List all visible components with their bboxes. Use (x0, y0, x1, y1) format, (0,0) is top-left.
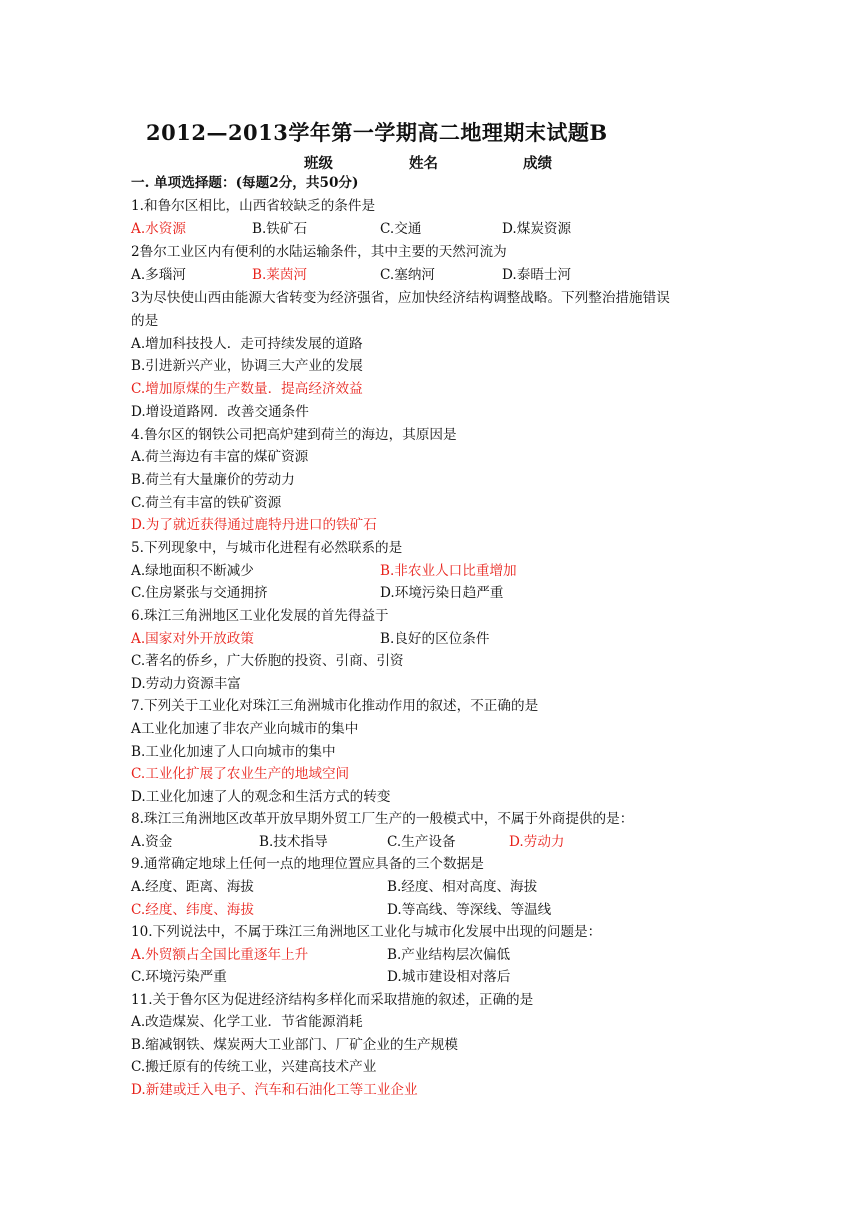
q1-option-a: A.水资源 (131, 221, 186, 237)
question-3-stem: 3为尽快使山西由能源大省转变为经济强省，应加快经济结构调整战略。下列整治措施错误 (131, 290, 670, 306)
q9-option-b: B.经度、相对高度、海拔 (387, 879, 538, 895)
q1-option-b: B.铁矿石 (252, 221, 308, 237)
q8-option-a: A.资金 (131, 834, 173, 850)
question-8-stem: 8.珠江三角洲地区改革开放早期外贸工厂生产的一般模式中，不属于外商提供的是： (131, 811, 634, 827)
q5-option-b: B.非农业人口比重增加 (380, 563, 517, 579)
q1-option-c: C.交通 (380, 221, 422, 237)
q5-option-a: A.绿地面积不断减少 (131, 563, 254, 579)
q5-option-c: C.住房紧张与交通拥挤 (131, 585, 268, 601)
q10-option-d: D.城市建设相对落后 (387, 969, 511, 985)
q3-option-b: B.引进新兴产业，协调三大产业的发展 (131, 358, 363, 374)
q11-option-d: D.新建或迁入电子、汽车和石油化工等工业企业 (131, 1082, 418, 1098)
q11-option-b: B.缩减钢铁、煤炭两大工业部门、厂矿企业的生产规模 (131, 1037, 458, 1053)
q8-option-b: B.技术指导 (259, 834, 328, 850)
q4-option-c: C.荷兰有丰富的铁矿资源 (131, 495, 282, 511)
q5-option-d: D.环境污染日趋严重 (380, 585, 504, 601)
q6-option-b: B.良好的区位条件 (380, 631, 490, 647)
q11-option-a: A.改造煤炭、化学工业．节省能源消耗 (131, 1014, 363, 1030)
q8-option-d: D.劳动力 (509, 834, 565, 850)
question-3-stem-cont: 的是 (131, 313, 159, 329)
question-9-stem: 9.通常确定地球上任何一点的地理位置应具备的三个数据是 (131, 856, 484, 872)
question-2-stem: 2鲁尔工业区内有便利的水陆运输条件，其中主要的天然河流为 (131, 244, 507, 260)
q6-option-c: C.著名的侨乡，广大侨胞的投资、引商、引资 (131, 653, 404, 669)
section-heading: 一. 单项选择题：(每题2分，共50分) (131, 175, 359, 191)
q2-option-a: A.多瑙河 (131, 267, 186, 283)
q4-option-b: B.荷兰有大量廉价的劳动力 (131, 472, 295, 488)
q7-option-a: A工业化加速了非农产业向城市的集中 (131, 721, 359, 737)
q7-option-d: D.工业化加速了人的观念和生活方式的转变 (131, 789, 391, 805)
q4-option-d: D.为了就近获得通过鹿特丹进口的铁矿石 (131, 517, 377, 533)
question-1-stem: 1.和鲁尔区相比，山西省较缺乏的条件是 (131, 198, 376, 214)
q10-option-a: A.外贸额占全国比重逐年上升 (131, 947, 309, 963)
q4-option-a: A.荷兰海边有丰富的煤矿资源 (131, 449, 309, 465)
q10-option-c: C.环境污染严重 (131, 969, 227, 985)
q7-option-b: B.工业化加速了人口向城市的集中 (131, 744, 336, 760)
question-4-stem: 4.鲁尔区的钢铁公司把高炉建到荷兰的海边，其原因是 (131, 427, 457, 443)
question-5-stem: 5.下列现象中，与城市化进程有必然联系的是 (131, 540, 403, 556)
name-field-label: 姓名 (409, 155, 438, 172)
question-7-stem: 7.下列关于工业化对珠江三角洲城市化推动作用的叙述，不正确的是 (131, 698, 539, 714)
q3-option-a: A.增加科技投人．走可持续发展的道路 (131, 336, 363, 352)
q3-option-c: C.增加原煤的生产数量．提高经济效益 (131, 381, 363, 397)
q7-option-c: C.工业化扩展了农业生产的地域空间 (131, 766, 350, 782)
q9-option-d: D.等高线、等深线、等温线 (387, 902, 552, 918)
q6-option-a: A.国家对外开放政策 (131, 631, 254, 647)
question-11-stem: 11.关于鲁尔区为促进经济结构多样化而采取措施的叙述，正确的是 (131, 992, 534, 1008)
score-field-label: 成绩 (523, 155, 552, 172)
q6-option-d: D.劳动力资源丰富 (131, 676, 241, 692)
q1-option-d: D.煤炭资源 (502, 221, 572, 237)
q11-option-c: C.搬迁原有的传统工业，兴建高技术产业 (131, 1059, 377, 1075)
class-field-label: 班级 (304, 155, 333, 172)
question-10-stem: 10.下列说法中，不属于珠江三角洲地区工业化与城市化发展中出现的问题是： (131, 924, 602, 940)
exam-title: 2012—2013学年第一学期高二地理期末试题B (146, 120, 608, 145)
question-6-stem: 6.珠江三角洲地区工业化发展的首先得益于 (131, 608, 389, 624)
q9-option-c: C.经度、纬度、海拔 (131, 902, 254, 918)
q9-option-a: A.经度、距离、海拔 (131, 879, 254, 895)
q2-option-c: C.塞纳河 (380, 267, 436, 283)
q2-option-b: B.莱茵河 (252, 267, 308, 283)
q3-option-d: D.增设道路网．改善交通条件 (131, 404, 309, 420)
q8-option-c: C.生产设备 (387, 834, 456, 850)
q10-option-b: B.产业结构层次偏低 (387, 947, 511, 963)
q2-option-d: D.泰晤士河 (502, 267, 572, 283)
